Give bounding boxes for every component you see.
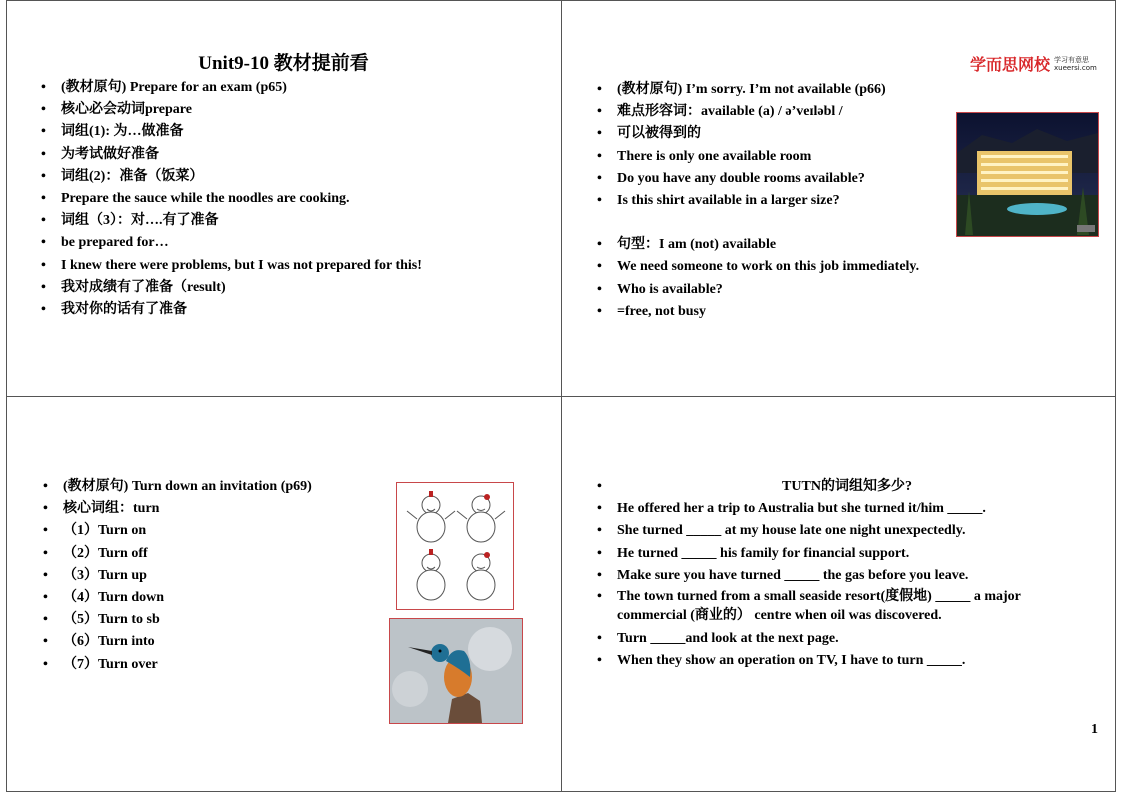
list-item: • 我对成绩有了准备（result): [41, 277, 422, 299]
logo-side: [1054, 56, 1097, 72]
horizontal-divider: [6, 396, 1116, 397]
list-item: • 难点形容词：available (a) / ə’veɪləbl /: [597, 101, 919, 123]
list-item: • （6）Turn into: [43, 631, 312, 653]
list-item: • 词组(1): 为…做准备: [41, 121, 422, 143]
list-item: • The town turned from a small seaside resort(度假地) _____ a major commercial (商业的） centre when oil was discovered.: [597, 587, 1077, 628]
bullet-list: [597, 476, 1077, 672]
list-heading: • TUTN的词组知多少?: [597, 476, 1077, 498]
bullet-list: [597, 79, 919, 323]
list-item: • （7）Turn over: [43, 654, 312, 676]
list-item: • He turned _____ his family for financial support.: [597, 543, 1077, 565]
list-item: • be prepared for…: [41, 232, 422, 254]
brand-logo: [970, 52, 1097, 75]
list-item: • （1）Turn on: [43, 520, 312, 542]
logo-text: 学而思网校: [970, 55, 1051, 74]
slide-title: Unit9-10 教材提前看: [198, 53, 369, 74]
list-item: • Is this shirt available in a larger size?: [597, 190, 919, 212]
list-item: • 词组(2)：准备（饭菜）: [41, 166, 422, 188]
list-item: • （3）Turn up: [43, 565, 312, 587]
snowmen-illustration: [396, 482, 514, 610]
list-item: • When they show an operation on TV, I have to turn _____.: [597, 650, 1077, 672]
list-item: • 核心词组：turn: [43, 498, 312, 520]
list-item: • 为考试做好准备: [41, 144, 422, 166]
list-item: • We need someone to work on this job immediately.: [597, 256, 919, 278]
list-item: • （4）Turn down: [43, 587, 312, 609]
list-item: • He offered her a trip to Australia but she turned it/him _____.: [597, 498, 1077, 520]
list-item: • =free, not busy: [597, 301, 919, 323]
list-item: • (教材原句) Turn down an invitation (p69): [43, 476, 312, 498]
list-item: • She turned _____ at my house late one night unexpectedly.: [597, 520, 1077, 542]
hotel-night-photo: [956, 112, 1099, 237]
list-item: • （2）Turn off: [43, 543, 312, 565]
list-item: • （5）Turn to sb: [43, 609, 312, 631]
slide-1: [6, 0, 561, 396]
bullet-list: [41, 77, 422, 321]
page-number: 1: [1091, 722, 1098, 737]
list-item: • Turn _____and look at the next page.: [597, 628, 1077, 650]
list-item: • 句型：I am (not) available: [597, 234, 919, 256]
list-item: • 我对你的话有了准备: [41, 299, 422, 321]
kingfisher-photo: [389, 618, 523, 724]
list-item: • (教材原句) Prepare for an exam (p65): [41, 77, 422, 99]
list-item: • 可以被得到的: [597, 123, 919, 145]
list-item: • Prepare the sauce while the noodles are cooking.: [41, 188, 422, 210]
logo-slogan: 学习有意思: [1054, 55, 1090, 64]
list-spacer: [597, 212, 919, 234]
list-item: • I knew there were problems, but I was not prepared for this!: [41, 255, 422, 277]
list-item: • Who is available?: [597, 279, 919, 301]
list-item: • (教材原句) I’m sorry. I’m not available (p66): [597, 79, 919, 101]
list-item: • There is only one available room: [597, 146, 919, 168]
bullet-list: [43, 476, 312, 676]
list-item: • 词组（3）：对….有了准备: [41, 210, 422, 232]
logo-url: xueersi.com: [1054, 63, 1097, 72]
list-item: • Make sure you have turned _____ the gas before you leave.: [597, 565, 1077, 587]
list-item: • 核心必会动词prepare: [41, 99, 422, 121]
list-item: • Do you have any double rooms available?: [597, 168, 919, 190]
